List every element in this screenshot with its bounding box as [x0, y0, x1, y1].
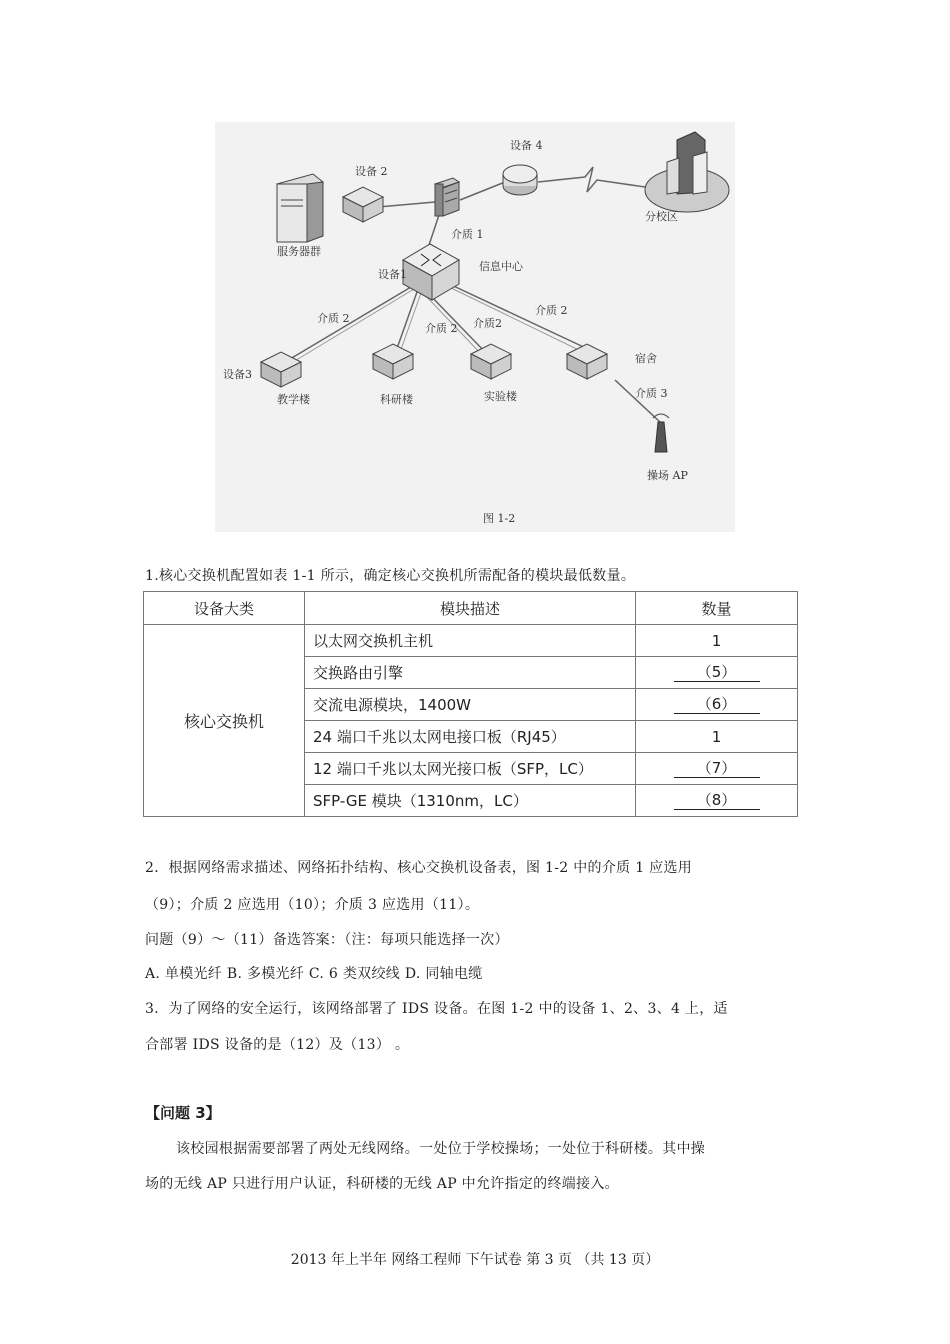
router-icon — [503, 165, 537, 195]
module-description: 交换路由引擎 — [305, 657, 636, 689]
firewall-icon — [435, 178, 459, 216]
switch-icon-teaching — [261, 352, 301, 387]
label-device1: 设备1 — [378, 268, 407, 281]
module-description: SFP-GE 模块（1310nm，LC） — [305, 785, 636, 817]
header-description: 模块描述 — [305, 592, 636, 625]
module-description: 24 端口千兆以太网电接口板（RJ45） — [305, 721, 636, 753]
question-2-options: A. 单模光纤 B. 多模光纤 C. 6 类双绞线 D. 同轴电缆 — [145, 966, 483, 982]
module-quantity: 1 — [636, 625, 798, 657]
category-cell: 核心交换机 — [144, 625, 305, 817]
question-3-line1: 3．为了网络的安全运行，该网络部署了 IDS 设备。在图 1-2 中的设备 1、2、3、4 上，适 — [145, 1001, 728, 1017]
module-description: 以太网交换机主机 — [305, 625, 636, 657]
label-dorm: 宿舍 — [635, 352, 657, 365]
label-medium2-d: 介质 2 — [535, 304, 568, 317]
label-medium2-c: 介质2 — [473, 317, 502, 330]
problem-3-heading: 【问题 3】 — [145, 1104, 221, 1122]
branch-campus-icon — [645, 132, 729, 212]
question-2-line2: （9）；介质 2 应选用（10）；介质 3 应选用（11）。 — [145, 897, 480, 913]
table-row — [144, 625, 798, 657]
module-description: 交流电源模块，1400W — [305, 689, 636, 721]
module-quantity-blank: （6） — [636, 689, 798, 721]
switch-icon-device2 — [343, 187, 383, 222]
label-ap: 操场 AP — [647, 469, 688, 482]
label-medium1: 介质 1 — [451, 228, 484, 241]
core-switch-icon — [403, 244, 459, 300]
question-3-line2: 合部署 IDS 设备的是（12）及（13） 。 — [145, 1037, 410, 1053]
problem-3-line2: 场的无线 AP 只进行用户认证，科研楼的无线 AP 中允许指定的终端接入。 — [145, 1176, 619, 1192]
label-research: 科研楼 — [380, 393, 413, 406]
figure-caption: 图 1-2 — [483, 512, 516, 525]
question-2-line1: 2．根据网络需求描述、网络拓扑结构、核心交换机设备表，图 1-2 中的介质 1 应选用 — [145, 860, 693, 876]
label-teaching: 教学楼 — [277, 393, 310, 406]
table-header-row — [144, 592, 798, 625]
label-device3: 设备3 — [223, 368, 252, 381]
server-icon — [277, 174, 323, 242]
header-category: 设备大类 — [144, 592, 305, 625]
module-quantity: 1 — [636, 721, 798, 753]
header-quantity: 数量 — [636, 592, 798, 625]
label-servers: 服务器群 — [277, 245, 321, 258]
label-medium3: 介质 3 — [635, 387, 668, 400]
access-point-icon — [653, 414, 669, 452]
module-quantity-blank: （7） — [636, 753, 798, 785]
switch-icon-research — [373, 344, 413, 379]
label-branch: 分校区 — [645, 210, 678, 223]
page-footer: 2013 年上半年 网络工程师 下午试卷 第 3 页 （共 13 页） — [290, 1252, 660, 1268]
label-device4: 设备 4 — [510, 139, 543, 152]
switch-icon-dorm — [567, 344, 607, 379]
label-medium2-b: 介质 2 — [425, 322, 458, 335]
network-topology-figure — [215, 122, 735, 532]
core-switch-module-table — [143, 591, 798, 817]
module-quantity-blank: （5） — [636, 657, 798, 689]
label-medium2-a: 介质 2 — [317, 312, 350, 325]
module-description: 12 端口千兆以太网光接口板（SFP，LC） — [305, 753, 636, 785]
label-device2: 设备 2 — [355, 165, 388, 178]
label-info-center: 信息中心 — [479, 260, 523, 273]
module-quantity-blank: （8） — [636, 785, 798, 817]
problem-3-line1: 该校园根据需要部署了两处无线网络。一处位于学校操场；一处位于科研楼。其中操 — [176, 1141, 706, 1157]
question-2-line3: 问题（9）～（11）备选答案：（注：每项只能选择一次） — [145, 932, 509, 948]
label-lab: 实验楼 — [484, 390, 517, 403]
question-1-text: 1.核心交换机配置如表 1-1 所示，确定核心交换机所需配备的模块最低数量。 — [145, 568, 636, 584]
